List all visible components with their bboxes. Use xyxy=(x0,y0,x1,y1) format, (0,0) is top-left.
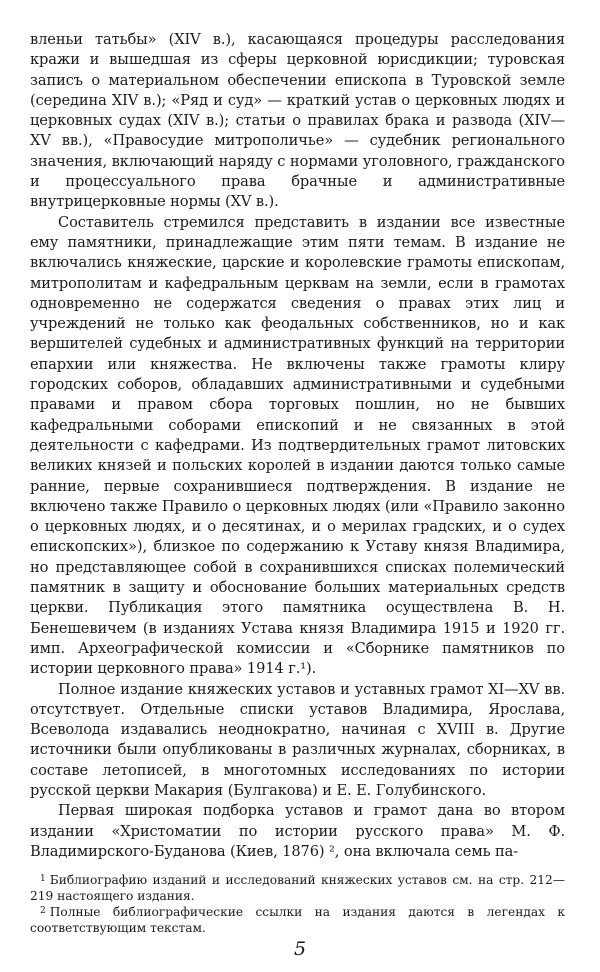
footnote-2-mark: 2 xyxy=(40,906,46,917)
main-text xyxy=(30,30,565,862)
paragraph-1: вленьи татьбы» (XIV в.), касающаяся процедуры расследования кражи и вышедшая из сферы церковной юрисдикции; туровская записъ о материальном обеспечении епископа в Туровской земле (середина XIV в.); «Ряд и суд» — краткий устав о церковных людях и церковных судах (XIV в.); статьи о правилах брака и развода (XIV—XV вв.), «Правосудие митрополичье» — судебник регионального значения, включающий наряду с нормами уголовного, гражданского и процессуального права брачные и административные внутрицерковные нормы (XV в.). xyxy=(30,31,565,211)
footnote-1-mark: 1 xyxy=(40,874,46,885)
footnote-2 xyxy=(30,904,565,936)
footnotes xyxy=(30,872,565,936)
paragraph-4: Первая широкая подборка уставов и грамот дана во втором издании «Христоматии по истории русского права» М. Ф. Владимирского-Буданова (Киев, 1876) ², она включала семь па- xyxy=(30,802,565,860)
footnote-1-text: Библиографию изданий и исследований княжеских уставов см. на стр. 212—219 настоящего издания. xyxy=(30,873,565,903)
page-number: 5 xyxy=(293,938,307,960)
page-content xyxy=(30,30,565,937)
footnote-2-text: Полные библиографические ссылки на издания даются в легендах к соответствующим текстам. xyxy=(30,905,565,935)
footnote-1 xyxy=(30,872,565,904)
paragraph-3: Полное издание княжеских уставов и уставных грамот XI—XV вв. отсутствует. Отдельные списки уставов Владимира, Ярослава, Всеволода издавались неоднократно, начиная с XVIII в. Другие источники были опубликованы в различных журналах, сборниках, в составе летописей, в многотомных исследованиях по истории русской церкви Макария (Булгакова) и Е. Е. Голубинского. xyxy=(30,680,565,799)
paragraph-2: Составитель стремился представить в издании все известные ему памятники, принадлежащие этим пяти темам. В издание не включались княжеские, царские и королевские грамоты епископам, митрополитам и кафедральным церквам на земли, если в грамотах одновременно не содержатся сведения о правах этих лиц и учреждений не только как феодальных собственников, но и как вершителей судебных и административных функций на территории епархии или княжества. Не включены также грамоты клиру городских соборов, обладавших административными и судебными правами и правом сбора торговых пошлин, но не бывших кафедральными соборами епископий и не связанных в этой деятельности с кафедрами. Из подтвердительных грамот литовских великих князей и польских королей в издании даются только самые ранние, первые сохранившиеся подтверждения. В издание не включено также Правило о церковных людях (или «Правило законно о церковных людях, и о десятинах, и о мерилах градских, и о судех епископских»), близкое по содержанию к Уставу князя Владимира, но представляющее собой в сохранившихся списках полемический памятник в защиту и обоснование больших материальных средств церкви. Публикация этого памятника осуществлена В. Н. Бенешевичем (в изданиях Устава князя Владимира 1915 и 1920 гг. имп. Археографической комиссии и «Сборнике памятников по истории церковного права» 1914 г.¹). xyxy=(30,213,565,678)
